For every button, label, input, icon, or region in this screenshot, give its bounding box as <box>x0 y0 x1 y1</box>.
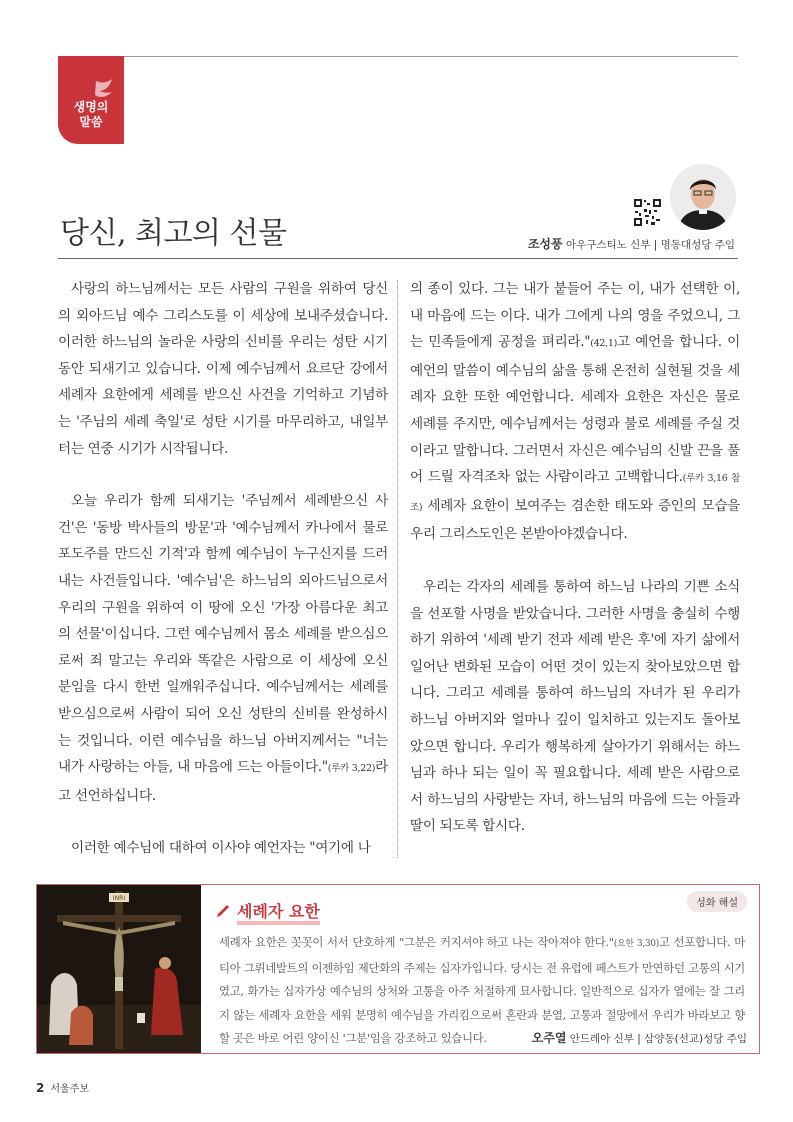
bible-reference: (요한 3,30) <box>613 939 659 949</box>
column-separator <box>397 280 398 858</box>
title-rule <box>58 258 738 259</box>
art-author-name: 오주열 <box>531 1031 567 1045</box>
art-author-role: 안드레아 신부 | 삼양동(선교)성당 주임 <box>569 1033 747 1045</box>
paragraph: 의 종이 있다. 그는 내가 붙들어 주는 이, 내가 선택한 이, 내 마음에 드는 이다. 내가 그에게 나의 영을 주었으니, 그는 민족들에게 공정을 펴리라."(42,1)고 예언을 합니다. 이 예언의 말씀이 예수님의 삶을 통해 온전히 실현될 것을 세례자 요한 또한 예언합니다. 세례자 요한은 자신은 물로 세례를 주지만, 예수님께서는 성령과 불로 세례를 주실 것이라고 말합니다. 그러면서 자신은 예수님의 신발 끈을 풀어 드릴 자격조차 없는 사람이라고 고백합니다.(루카 3,16 참조) 세례자 요한이 보여주는 겸손한 태도와 증인의 모습을 우리 그리스도인은 본받아야겠습니다. <box>410 281 740 543</box>
author-byline <box>528 235 735 252</box>
painting-inscription: INRI <box>112 895 126 902</box>
paragraph: 사랑의 하느님께서는 모든 사람의 구원을 위하여 당신의 외아드님 예수 그리스도를 이 세상에 보내주셨습니다. 이러한 하느님의 놀라운 사랑의 신비를 우리는 성탄 시기 동안 되새기고 있습니다. 이제 예수님께서 요르단 강에서 세례자 요한에게 세례를 받으신 사건을 기억하고 기념하는 '주님의 세례 축일'로 성탄 시기를 마무리하고, 내일부터는 연중 시기가 시작됩니다. <box>58 281 388 457</box>
section-tag-line2: 말씀 <box>79 115 103 129</box>
page-title: 당신, 최고의 선물 <box>60 216 287 251</box>
page-number: 2 <box>36 1081 45 1095</box>
section-tag <box>58 56 124 144</box>
author-role: 아우구스티노 신부 | 명동대성당 주임 <box>565 239 735 251</box>
right-column <box>410 276 740 866</box>
paragraph: 이러한 예수님에 대하여 이사야 예언자는 "여기에 나 <box>71 840 371 857</box>
pen-icon <box>215 901 231 917</box>
paragraph: 우리는 각자의 세례를 통하여 하느님 나라의 기쁜 소식을 선포할 사명을 받았습니다. 그러한 사명을 충실히 수행하기 위하여 '세례 받기 전과 세례 받은 후'에 자기 삶에서 일어난 변화된 모습이 어떤 것이 있는지 찾아보았으면 합니다. 그리고 세례를 통하여 하느님의 자녀가 된 우리가 하느님 아버지와 얼마나 깊이 일치하고 있는지도 돌아보았으면 합니다. 우리가 행복하게 살아가기 위해서는 하느님과 하나 되는 일이 꼭 필요합니다. 세례 받은 사람으로서 하느님의 사랑받는 자녀, 하느님의 마음에 드는 아들과 딸이 되도록 합시다. <box>410 578 740 835</box>
publication-name: 서울주보 <box>50 1084 89 1095</box>
author-photo <box>670 164 736 230</box>
section-tag-line1: 생명의 <box>73 100 109 114</box>
art-box-text: 세례자 요한은 꼿꼿이 서서 단호하게 "그분은 커지셔야 하고 나는 작아져야 한다."(요한 3,30)고 선포합니다. 마티아 그뤼네발트의 이젠하임 제단화의 주제는 십자가입니다. 당시는 전 유럽에 페스트가 만연하던 고통의 시기였고, 화가는 십자가상 예수님의 상처와 고통을 아주 처절하게 묘사합니다. 일반적으로 십자가 옆에는 잘 그리지 않는 세례자 요한을 세워 분명히 예수님을 가리킴으로써 혼란과 분열, 고통과 절망에서 우리가 바라보고 향할 곳은 바로 어린 양이신 '그분'임을 강조하고 있습니다. <box>219 935 745 1045</box>
art-box-title: 세례자 요한 <box>237 899 320 922</box>
bible-reference: (42,1) <box>590 338 618 350</box>
art-commentary-box <box>36 884 760 1054</box>
author-name: 조성풍 <box>527 237 563 251</box>
top-rule <box>58 56 738 57</box>
left-column <box>58 276 388 888</box>
qr-code-icon[interactable] <box>633 198 662 227</box>
bible-reference: (루카 3,22) <box>327 763 376 775</box>
paragraph: 오늘 우리가 함께 되새기는 '주님께서 세례받으신 사건'은 '동방 박사들의 방문'과 '예수님께서 카나에서 물로 포도주를 만드신 기적'과 함께 예수님이 누구신지를 드러내는 사건들입니다. '예수님'은 하느님의 외아드님으로서 우리의 구원을 위하여 이 땅에 오신 '가장 아름다운 최고의 선물'이십니다. 그런 예수님께서 몸소 세례를 받으심으로써 죄 말고는 우리와 똑같은 사람으로 이 세상에 오신 분임을 다시 한번 일깨워주십니다. 예수님께서는 세례를 받으심으로써 사람이 되어 오신 성탄의 신비를 완성하시는 것입니다. 이런 예수님을 하느님 아버지께서는 "너는 내가 사랑하는 아들, 내 마음에 드는 아들이다."(루카 3,22)라고 선언하십니다. <box>58 493 388 804</box>
art-box-badge: 성화 해설 <box>687 891 747 912</box>
bible-reference: (루카 3,16 참조) <box>410 473 740 513</box>
painting-image <box>37 885 201 1053</box>
art-box-byline <box>532 1029 747 1046</box>
page-footer <box>36 1080 89 1095</box>
